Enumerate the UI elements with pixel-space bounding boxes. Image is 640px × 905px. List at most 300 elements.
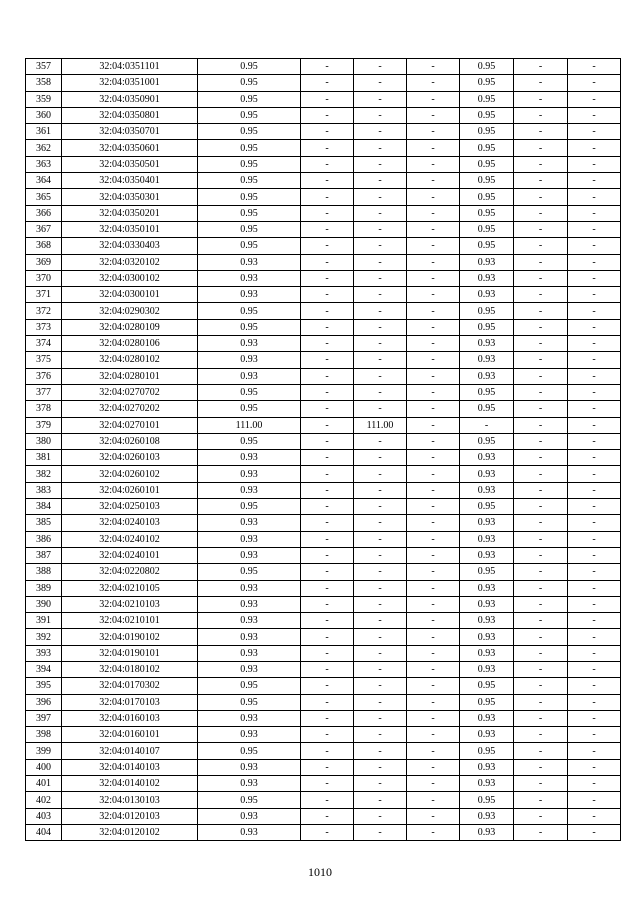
cell-value-col-4: - (301, 613, 354, 629)
cell-value-col-7: 0.95 (460, 238, 514, 254)
table-row (26, 156, 621, 172)
cell-value-col-8: - (514, 384, 568, 400)
cell-value-total: 0.95 (198, 694, 301, 710)
cell-value-col-9: - (568, 824, 621, 840)
table-row (26, 694, 621, 710)
cell-value-col-8: - (514, 156, 568, 172)
cell-value-col-5: - (354, 189, 407, 205)
cell-value-col-5: - (354, 352, 407, 368)
cell-value-col-5: - (354, 107, 407, 123)
cell-value-col-5: - (354, 319, 407, 335)
cell-value-col-6: - (407, 547, 460, 563)
cell-value-col-5: - (354, 808, 407, 824)
cell-value-col-8: - (514, 645, 568, 661)
cell-cadastral-number: 32:04:0350501 (62, 156, 198, 172)
cell-value-total: 0.93 (198, 482, 301, 498)
cell-value-col-6: - (407, 140, 460, 156)
cell-value-col-5: - (354, 694, 407, 710)
cell-value-col-7: 0.95 (460, 433, 514, 449)
table-row (26, 499, 621, 515)
cell-cadastral-number: 32:04:0350201 (62, 205, 198, 221)
cell-value-col-8: - (514, 743, 568, 759)
cell-value-col-6: - (407, 613, 460, 629)
cell-cadastral-number: 32:04:0120103 (62, 808, 198, 824)
cell-value-col-7: 0.93 (460, 661, 514, 677)
cell-value-col-7: 0.93 (460, 482, 514, 498)
cell-value-total: 0.93 (198, 270, 301, 286)
cell-value-col-5: - (354, 727, 407, 743)
cell-value-col-6: - (407, 710, 460, 726)
cell-value-col-6: - (407, 629, 460, 645)
cell-value-col-5: - (354, 59, 407, 75)
cell-row-number: 376 (26, 368, 62, 384)
cell-value-col-5: - (354, 596, 407, 612)
cell-value-total: 0.93 (198, 613, 301, 629)
cell-value-col-4: - (301, 629, 354, 645)
cell-value-col-6: - (407, 254, 460, 270)
cell-value-col-7: 0.93 (460, 580, 514, 596)
cell-value-col-4: - (301, 824, 354, 840)
cell-value-col-5: - (354, 743, 407, 759)
table-row (26, 91, 621, 107)
table-row (26, 205, 621, 221)
cell-value-col-7: 0.93 (460, 466, 514, 482)
cell-value-total: 0.95 (198, 499, 301, 515)
cell-value-col-4: - (301, 792, 354, 808)
cell-value-col-9: - (568, 368, 621, 384)
cell-value-col-5: - (354, 499, 407, 515)
cell-value-col-7: 0.93 (460, 450, 514, 466)
cell-value-col-4: - (301, 205, 354, 221)
cell-value-col-9: - (568, 287, 621, 303)
cell-value-col-8: - (514, 596, 568, 612)
cell-row-number: 375 (26, 352, 62, 368)
cell-value-col-4: - (301, 91, 354, 107)
cell-value-col-6: - (407, 189, 460, 205)
table-row (26, 270, 621, 286)
table-row (26, 450, 621, 466)
cell-value-col-6: - (407, 401, 460, 417)
cell-value-col-5: - (354, 205, 407, 221)
cell-row-number: 402 (26, 792, 62, 808)
cell-value-col-4: - (301, 401, 354, 417)
cell-value-col-6: - (407, 303, 460, 319)
cell-cadastral-number: 32:04:0140103 (62, 759, 198, 775)
cell-value-col-5: - (354, 401, 407, 417)
cell-value-col-4: - (301, 450, 354, 466)
cell-value-col-8: - (514, 776, 568, 792)
cell-value-total: 0.93 (198, 727, 301, 743)
table-body (26, 59, 621, 841)
cell-value-col-7: 0.95 (460, 499, 514, 515)
cell-value-total: 0.93 (198, 466, 301, 482)
cell-value-col-9: - (568, 499, 621, 515)
cell-cadastral-number: 32:04:0240102 (62, 531, 198, 547)
cell-value-col-7: 0.93 (460, 776, 514, 792)
cell-value-col-9: - (568, 792, 621, 808)
cell-value-col-5: 111.00 (354, 417, 407, 433)
cell-value-total: 0.95 (198, 303, 301, 319)
table-row (26, 319, 621, 335)
cell-value-col-6: - (407, 678, 460, 694)
cell-value-col-4: - (301, 254, 354, 270)
cell-cadastral-number: 32:04:0190102 (62, 629, 198, 645)
cell-value-col-6: - (407, 645, 460, 661)
table-row (26, 759, 621, 775)
cell-value-col-9: - (568, 710, 621, 726)
cell-cadastral-number: 32:04:0140102 (62, 776, 198, 792)
cell-value-col-9: - (568, 531, 621, 547)
cell-row-number: 366 (26, 205, 62, 221)
cell-cadastral-number: 32:04:0350401 (62, 173, 198, 189)
table-row (26, 254, 621, 270)
cell-value-col-9: - (568, 336, 621, 352)
cell-value-col-9: - (568, 547, 621, 563)
cell-value-col-7: 0.93 (460, 254, 514, 270)
cell-value-col-8: - (514, 124, 568, 140)
cell-value-col-4: - (301, 319, 354, 335)
cell-value-col-8: - (514, 417, 568, 433)
table-row (26, 661, 621, 677)
cell-value-total: 0.93 (198, 450, 301, 466)
cell-value-total: 0.95 (198, 319, 301, 335)
cell-value-col-4: - (301, 499, 354, 515)
cell-value-col-8: - (514, 173, 568, 189)
cell-value-col-9: - (568, 776, 621, 792)
cell-row-number: 377 (26, 384, 62, 400)
cell-value-col-8: - (514, 401, 568, 417)
cell-value-col-6: - (407, 352, 460, 368)
cell-value-col-6: - (407, 499, 460, 515)
cell-value-col-4: - (301, 515, 354, 531)
cell-value-col-8: - (514, 107, 568, 123)
cell-value-col-6: - (407, 792, 460, 808)
cell-value-col-4: - (301, 645, 354, 661)
cell-value-col-4: - (301, 482, 354, 498)
cell-value-col-7: 0.95 (460, 319, 514, 335)
cell-cadastral-number: 32:04:0330403 (62, 238, 198, 254)
cell-value-col-4: - (301, 238, 354, 254)
cell-cadastral-number: 32:04:0350901 (62, 91, 198, 107)
table-row (26, 645, 621, 661)
table-row (26, 401, 621, 417)
cell-value-col-7: 0.95 (460, 205, 514, 221)
cell-value-col-6: - (407, 531, 460, 547)
cell-value-col-7: 0.95 (460, 173, 514, 189)
cell-value-col-8: - (514, 499, 568, 515)
cell-value-col-9: - (568, 205, 621, 221)
cell-value-col-5: - (354, 710, 407, 726)
cell-value-col-9: - (568, 743, 621, 759)
cell-value-col-7: 0.93 (460, 645, 514, 661)
cell-value-total: 0.95 (198, 384, 301, 400)
cell-value-col-5: - (354, 466, 407, 482)
cell-value-col-9: - (568, 808, 621, 824)
cell-value-col-9: - (568, 173, 621, 189)
cell-value-total: 0.93 (198, 336, 301, 352)
table-row (26, 776, 621, 792)
cell-row-number: 374 (26, 336, 62, 352)
table-row (26, 629, 621, 645)
cell-value-col-4: - (301, 384, 354, 400)
cell-row-number: 397 (26, 710, 62, 726)
cell-value-col-7: 0.95 (460, 694, 514, 710)
cell-value-col-9: - (568, 661, 621, 677)
cell-value-col-4: - (301, 759, 354, 775)
cell-row-number: 396 (26, 694, 62, 710)
cell-value-col-9: - (568, 450, 621, 466)
cell-value-col-6: - (407, 368, 460, 384)
cell-row-number: 386 (26, 531, 62, 547)
cell-row-number: 365 (26, 189, 62, 205)
cell-value-col-4: - (301, 303, 354, 319)
cell-value-col-7: 0.93 (460, 727, 514, 743)
cell-value-col-8: - (514, 629, 568, 645)
cell-value-col-5: - (354, 776, 407, 792)
cell-value-col-8: - (514, 59, 568, 75)
cell-value-total: 0.95 (198, 221, 301, 237)
cell-row-number: 357 (26, 59, 62, 75)
cell-value-col-7: - (460, 417, 514, 433)
cell-row-number: 378 (26, 401, 62, 417)
cell-value-col-5: - (354, 303, 407, 319)
table-row (26, 564, 621, 580)
cell-value-total: 0.95 (198, 743, 301, 759)
cell-row-number: 359 (26, 91, 62, 107)
cell-value-col-5: - (354, 433, 407, 449)
cell-row-number: 381 (26, 450, 62, 466)
cell-value-col-7: 0.95 (460, 75, 514, 91)
data-table (25, 58, 621, 841)
cell-value-col-7: 0.95 (460, 401, 514, 417)
cell-value-col-4: - (301, 580, 354, 596)
cell-cadastral-number: 32:04:0260108 (62, 433, 198, 449)
cell-row-number: 391 (26, 613, 62, 629)
cell-row-number: 383 (26, 482, 62, 498)
cell-value-total: 0.93 (198, 596, 301, 612)
cell-value-col-6: - (407, 124, 460, 140)
cell-value-col-9: - (568, 384, 621, 400)
cell-value-col-8: - (514, 303, 568, 319)
cell-value-col-5: - (354, 75, 407, 91)
cell-value-col-9: - (568, 238, 621, 254)
cell-value-col-7: 0.95 (460, 678, 514, 694)
cell-cadastral-number: 32:04:0220802 (62, 564, 198, 580)
cell-value-total: 0.95 (198, 433, 301, 449)
table-row (26, 547, 621, 563)
table-row (26, 727, 621, 743)
cell-value-col-7: 0.93 (460, 710, 514, 726)
table-row (26, 515, 621, 531)
cell-value-col-6: - (407, 205, 460, 221)
cell-value-col-6: - (407, 743, 460, 759)
cell-value-col-8: - (514, 661, 568, 677)
cell-value-col-9: - (568, 694, 621, 710)
cell-cadastral-number: 32:04:0170302 (62, 678, 198, 694)
cell-value-total: 0.95 (198, 238, 301, 254)
cell-value-total: 0.95 (198, 189, 301, 205)
cell-value-col-6: - (407, 596, 460, 612)
cell-value-col-7: 0.95 (460, 124, 514, 140)
cell-value-col-8: - (514, 368, 568, 384)
cell-value-col-8: - (514, 352, 568, 368)
cell-value-col-7: 0.93 (460, 287, 514, 303)
cell-value-total: 0.95 (198, 75, 301, 91)
cell-row-number: 364 (26, 173, 62, 189)
cell-value-col-7: 0.93 (460, 629, 514, 645)
cell-row-number: 395 (26, 678, 62, 694)
cell-row-number: 368 (26, 238, 62, 254)
cell-row-number: 392 (26, 629, 62, 645)
cell-row-number: 389 (26, 580, 62, 596)
cell-value-total: 0.95 (198, 59, 301, 75)
cell-row-number: 358 (26, 75, 62, 91)
cell-value-col-5: - (354, 238, 407, 254)
cell-value-col-7: 0.93 (460, 270, 514, 286)
cell-cadastral-number: 32:04:0280106 (62, 336, 198, 352)
cell-value-total: 0.95 (198, 156, 301, 172)
cell-value-col-5: - (354, 629, 407, 645)
cell-value-col-6: - (407, 694, 460, 710)
cell-cadastral-number: 32:04:0280109 (62, 319, 198, 335)
cell-value-col-7: 0.93 (460, 336, 514, 352)
cell-cadastral-number: 32:04:0210103 (62, 596, 198, 612)
table-row (26, 303, 621, 319)
cell-cadastral-number: 32:04:0210105 (62, 580, 198, 596)
cell-value-col-9: - (568, 221, 621, 237)
cell-value-col-9: - (568, 107, 621, 123)
cell-cadastral-number: 32:04:0270702 (62, 384, 198, 400)
cell-row-number: 401 (26, 776, 62, 792)
cell-value-col-9: - (568, 75, 621, 91)
cell-value-col-7: 0.93 (460, 808, 514, 824)
cell-value-col-8: - (514, 270, 568, 286)
cell-value-col-7: 0.93 (460, 368, 514, 384)
cell-value-total: 0.93 (198, 824, 301, 840)
cell-value-col-4: - (301, 189, 354, 205)
cell-value-col-8: - (514, 319, 568, 335)
cell-value-col-9: - (568, 417, 621, 433)
cell-value-col-5: - (354, 759, 407, 775)
cell-value-col-9: - (568, 596, 621, 612)
cell-value-col-5: - (354, 368, 407, 384)
cell-value-total: 111.00 (198, 417, 301, 433)
cell-value-col-9: - (568, 629, 621, 645)
cell-value-col-5: - (354, 270, 407, 286)
cell-value-col-6: - (407, 238, 460, 254)
table-row (26, 433, 621, 449)
cell-value-col-6: - (407, 287, 460, 303)
cell-value-total: 0.95 (198, 205, 301, 221)
cell-value-col-5: - (354, 678, 407, 694)
cell-value-col-4: - (301, 547, 354, 563)
cell-row-number: 361 (26, 124, 62, 140)
cell-value-col-8: - (514, 694, 568, 710)
cell-row-number: 360 (26, 107, 62, 123)
cell-value-col-6: - (407, 270, 460, 286)
cell-cadastral-number: 32:04:0140107 (62, 743, 198, 759)
cell-value-total: 0.93 (198, 515, 301, 531)
table-row (26, 613, 621, 629)
cell-value-col-8: - (514, 205, 568, 221)
cell-value-col-9: - (568, 433, 621, 449)
cell-row-number: 363 (26, 156, 62, 172)
cell-value-col-4: - (301, 743, 354, 759)
cell-value-total: 0.95 (198, 678, 301, 694)
cell-cadastral-number: 32:04:0240103 (62, 515, 198, 531)
cell-value-col-8: - (514, 515, 568, 531)
cell-value-total: 0.95 (198, 792, 301, 808)
cell-value-col-7: 0.93 (460, 547, 514, 563)
cell-value-col-5: - (354, 140, 407, 156)
cell-value-total: 0.95 (198, 107, 301, 123)
table-row (26, 189, 621, 205)
cell-value-col-8: - (514, 433, 568, 449)
cell-value-total: 0.93 (198, 710, 301, 726)
cell-value-col-9: - (568, 352, 621, 368)
cell-cadastral-number: 32:04:0350801 (62, 107, 198, 123)
cell-value-total: 0.93 (198, 352, 301, 368)
cell-value-col-9: - (568, 319, 621, 335)
table-row (26, 352, 621, 368)
cell-cadastral-number: 32:04:0320102 (62, 254, 198, 270)
cell-value-col-6: - (407, 727, 460, 743)
cell-row-number: 394 (26, 661, 62, 677)
cell-value-col-9: - (568, 645, 621, 661)
table-row (26, 580, 621, 596)
cell-value-col-6: - (407, 417, 460, 433)
cell-value-col-7: 0.95 (460, 140, 514, 156)
cell-row-number: 372 (26, 303, 62, 319)
cell-value-col-4: - (301, 107, 354, 123)
cell-cadastral-number: 32:04:0290302 (62, 303, 198, 319)
cell-value-total: 0.93 (198, 531, 301, 547)
cell-value-col-7: 0.93 (460, 352, 514, 368)
cell-value-col-9: - (568, 580, 621, 596)
cell-value-col-6: - (407, 433, 460, 449)
cell-row-number: 390 (26, 596, 62, 612)
cell-value-col-6: - (407, 661, 460, 677)
cell-value-col-5: - (354, 482, 407, 498)
cell-value-total: 0.95 (198, 401, 301, 417)
page-number: 1010 (308, 865, 332, 879)
cell-value-col-5: - (354, 91, 407, 107)
cell-value-col-4: - (301, 221, 354, 237)
cell-value-col-5: - (354, 645, 407, 661)
cell-value-total: 0.93 (198, 661, 301, 677)
cell-value-col-5: - (354, 515, 407, 531)
cell-row-number: 379 (26, 417, 62, 433)
table-row (26, 124, 621, 140)
cell-value-col-4: - (301, 661, 354, 677)
cell-value-col-6: - (407, 564, 460, 580)
cell-cadastral-number: 32:04:0250103 (62, 499, 198, 515)
cell-value-col-8: - (514, 792, 568, 808)
cell-value-col-8: - (514, 531, 568, 547)
table-row (26, 743, 621, 759)
cell-value-col-7: 0.93 (460, 824, 514, 840)
table-row (26, 531, 621, 547)
table-row (26, 417, 621, 433)
cell-row-number: 370 (26, 270, 62, 286)
cell-value-col-8: - (514, 75, 568, 91)
cell-cadastral-number: 32:04:0280101 (62, 368, 198, 384)
cell-value-total: 0.93 (198, 368, 301, 384)
cell-value-col-6: - (407, 824, 460, 840)
cell-value-col-6: - (407, 319, 460, 335)
table-row (26, 482, 621, 498)
cell-value-total: 0.93 (198, 808, 301, 824)
